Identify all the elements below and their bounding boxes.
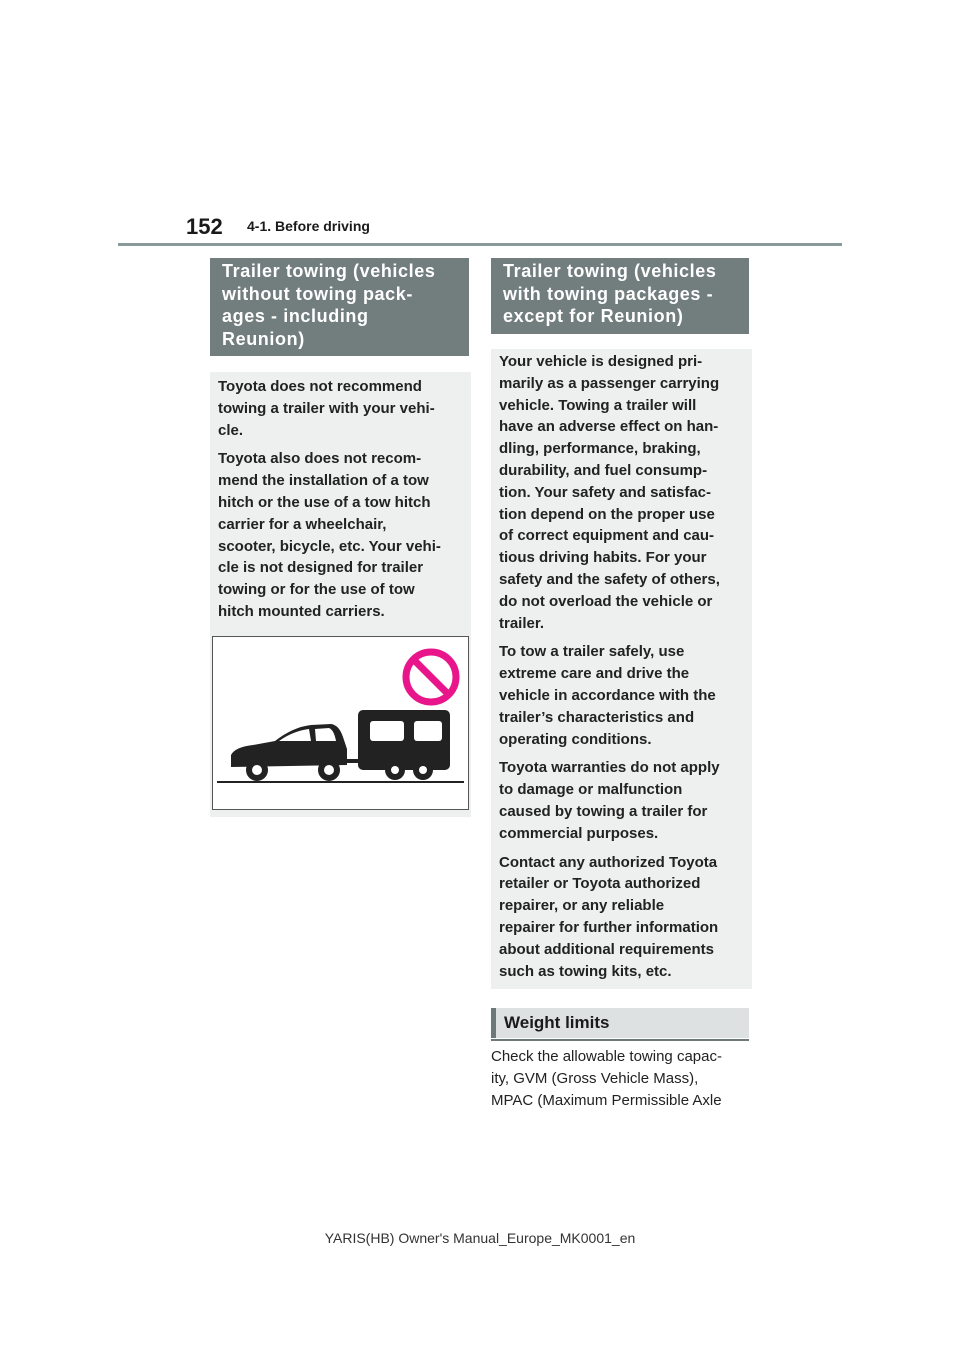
- text-line: of correct equipment and cau-: [499, 527, 715, 545]
- right-notice-text: [491, 349, 752, 982]
- car-icon: [231, 724, 347, 781]
- text-line: tion. Your safety and satisfac-: [499, 483, 711, 501]
- text-line: about additional requirements: [499, 940, 715, 958]
- weight-limits-heading: Weight limits: [491, 1008, 749, 1038]
- text-line: carrier for a wheelchair,: [218, 515, 387, 533]
- text-line: durability, and fuel consump-: [499, 461, 708, 479]
- text-line: hitch or the use of a tow hitch: [218, 493, 431, 511]
- left-heading-line: without towing pack-: [222, 283, 413, 304]
- text-line: caused by towing a trailer for: [499, 802, 708, 820]
- text-line: have an adverse effect on han-: [499, 418, 719, 436]
- body-line: ity, GVM (Gross Vehicle Mass),: [491, 1070, 699, 1087]
- text-line: cle is not designed for trailer: [218, 559, 424, 577]
- text-line: Toyota also does not recom-: [218, 450, 422, 468]
- text-line: commercial purposes.: [499, 824, 659, 842]
- text-line: Contact any authorized Toyota: [499, 853, 718, 871]
- text-line: To tow a trailer safely, use: [499, 643, 685, 661]
- left-paragraph: [218, 448, 463, 622]
- text-line: towing a trailer with your vehi-: [218, 399, 435, 417]
- right-paragraph: [499, 852, 744, 983]
- section-title: 4-1. Before driving: [247, 218, 370, 234]
- text-line: vehicle in accordance with the: [499, 686, 716, 704]
- text-line: trailer.: [499, 614, 545, 632]
- towing-illustration: [212, 636, 469, 810]
- text-line: hitch mounted carriers.: [218, 602, 385, 620]
- text-line: such as towing kits, etc.: [499, 962, 672, 980]
- text-line: operating conditions.: [499, 730, 652, 748]
- left-heading: [210, 258, 469, 356]
- text-line: safety and the safety of others,: [499, 570, 720, 588]
- text-line: cle.: [218, 421, 244, 439]
- text-line: tious driving habits. For your: [499, 549, 707, 567]
- right-notice-box: [491, 349, 752, 989]
- text-line: vehicle. Towing a trailer will: [499, 396, 697, 414]
- right-heading-line: except for Reunion): [503, 306, 684, 326]
- right-heading-line: Trailer towing (vehicles: [503, 261, 717, 281]
- body-line: MPAC (Maximum Permissible Axle: [491, 1092, 722, 1109]
- left-heading-line: Reunion): [222, 328, 305, 349]
- header-rule: [118, 243, 842, 246]
- left-heading-line: ages - including: [222, 306, 369, 326]
- text-line: marily as a passenger carrying: [499, 374, 720, 392]
- text-line: Toyota warranties do not apply: [499, 759, 720, 777]
- right-heading: [491, 258, 749, 334]
- weight-limits-text: [491, 1046, 753, 1112]
- text-line: mend the installation of a tow: [218, 472, 429, 490]
- footer-doc-id: YARIS(HB) Owner's Manual_Europe_MK0001_en: [324, 1230, 636, 1246]
- text-line: dling, performance, braking,: [499, 440, 701, 458]
- right-paragraph: [499, 351, 744, 634]
- body-line: Check the allowable towing capac-: [491, 1048, 722, 1065]
- right-heading-line: with towing packages -: [503, 283, 714, 304]
- text-line: repairer, or any reliable: [499, 897, 665, 915]
- left-notice-text: [210, 372, 471, 623]
- text-line: extreme care and drive the: [499, 665, 690, 683]
- text-line: Your vehicle is designed pri-: [499, 353, 703, 370]
- text-line: do not overload the vehicle or: [499, 592, 713, 610]
- trailer-icon: [345, 710, 450, 780]
- text-line: towing or for the use of tow: [218, 581, 415, 599]
- text-line: Toyota does not recommend: [218, 378, 422, 395]
- text-line: to damage or malfunction: [499, 781, 683, 799]
- left-heading-line: Trailer towing (vehicles: [222, 261, 436, 281]
- left-paragraph: [218, 376, 463, 441]
- prohibited-icon: [406, 652, 456, 702]
- text-line: tion depend on the proper use: [499, 505, 715, 523]
- car-towing-trailer-illustration: [213, 637, 468, 809]
- right-paragraph: [499, 757, 744, 844]
- weight-limits-rule: [491, 1039, 749, 1041]
- text-line: scooter, bicycle, etc. Your vehi-: [218, 537, 441, 555]
- text-line: retailer or Toyota authorized: [499, 875, 701, 893]
- text-line: repairer for further information: [499, 918, 719, 936]
- text-line: trailer’s characteristics and: [499, 708, 695, 726]
- page-number: 152: [186, 214, 223, 239]
- right-paragraph: [499, 641, 744, 750]
